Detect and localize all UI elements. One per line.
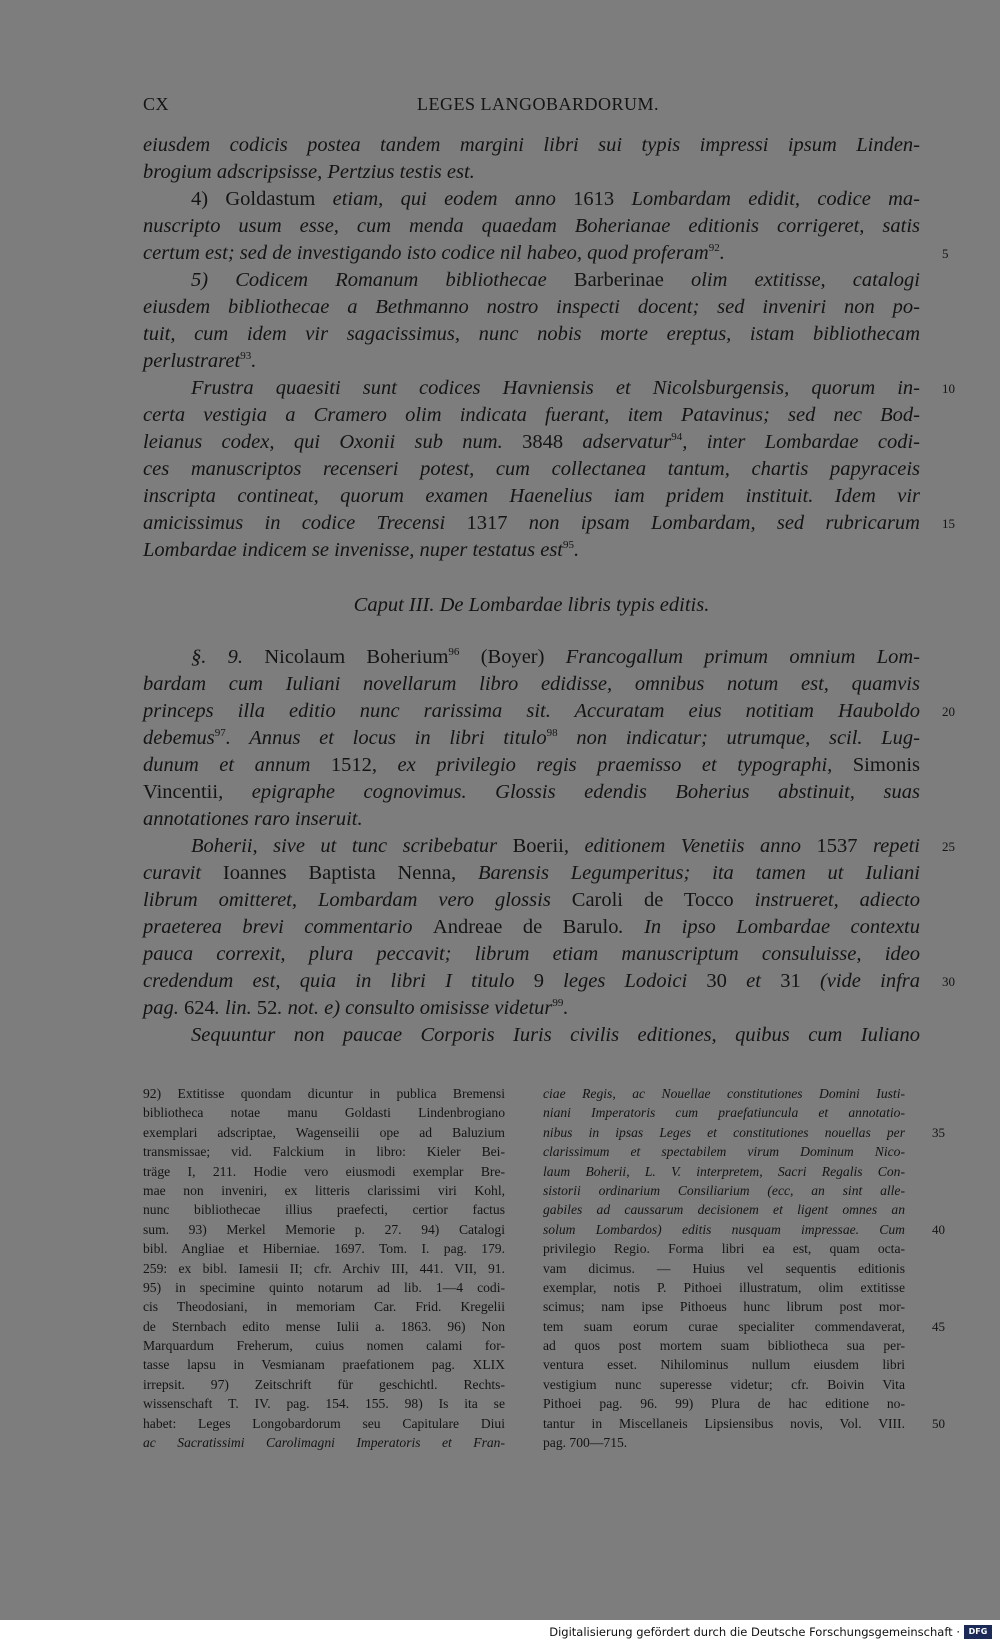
footnote-line: cis Theodosiani, in memoriam Car. Frid. Kregelii xyxy=(143,1299,505,1315)
text-line xyxy=(143,186,920,213)
text-span: Francogallum primum omnium Lom- xyxy=(565,646,920,668)
text-line xyxy=(143,456,920,483)
text-span: , epigraphe cognovimus. Glossis edendis Boherius abstinuit, suas xyxy=(218,781,920,803)
text-span: 30 xyxy=(706,970,727,992)
text-span: nuscripto usum esse, cum menda quaedam Boherianae editionis corrigeret, satis xyxy=(143,215,920,237)
line-number: 25 xyxy=(942,839,955,854)
footnote-line: bibl. Angliae et Hiberniae. 1697. Tom. I. pag. 179. xyxy=(143,1241,505,1257)
text-line xyxy=(143,752,920,779)
footnotes-right-column xyxy=(543,1084,945,1452)
footnote-line xyxy=(543,1414,945,1433)
text-span: annotationes raro inseruit. xyxy=(143,808,363,830)
text-span: adservatur xyxy=(563,431,672,453)
footnote-line: 92) Extitisse quondam dicuntur in publica Bremensi xyxy=(143,1086,505,1101)
text-span: dunum et annum xyxy=(143,754,331,776)
footnote-ref: 92 xyxy=(708,242,720,255)
text-span: credendum est, quia in libri I titulo xyxy=(143,970,534,992)
text-span: pag. xyxy=(143,997,184,1019)
running-head xyxy=(143,94,933,124)
text-span: certum est; sed de investigando isto codice nil habeo, quod proferam xyxy=(143,242,709,264)
text-span: Boerii xyxy=(512,835,564,857)
footnote-ref: 95 xyxy=(563,539,574,552)
footnote-line: vam dicimus. — Huius vel sequentis editionis xyxy=(543,1260,905,1276)
text-span: et xyxy=(726,970,781,992)
text-span: non indicatur; utrumque, scil. Lug- xyxy=(557,727,920,749)
text-span: . xyxy=(574,539,580,561)
footnote-ref: 99 xyxy=(552,997,564,1010)
footnote-line: laum Boherii, L. V. interpretem, Sacri Regalis Con- xyxy=(543,1163,905,1179)
footnote-ref: 97 xyxy=(214,727,226,740)
text-span: brogium adscripsisse, Pertzius testis est. xyxy=(143,161,475,183)
text-span: 1537 xyxy=(816,835,858,857)
text-line xyxy=(143,698,955,725)
chapter-heading: Caput III. De Lombardae libris typis editis. xyxy=(353,594,710,616)
footnote-line: clarissimum et spectabilem virum Dominum Nico- xyxy=(543,1144,905,1160)
footnote-line: Marquardum Freherum, cuius nomen calami for- xyxy=(143,1338,505,1354)
text-span: 624 xyxy=(184,997,215,1019)
text-span: nibus in ipsas Leges et constitutiones nouellas per xyxy=(543,1124,905,1140)
text-span: . xyxy=(563,997,569,1019)
text-span: pauca correxit, plura peccavit; librum etiam manuscriptum consuluisse, ideo xyxy=(143,943,920,965)
text-line xyxy=(143,402,920,429)
text-span: tuit, cum idem vir sagacissimus, nunc nobis morte ereptus, istam bibliothecam xyxy=(143,323,920,345)
text-span: Simonis xyxy=(852,754,920,776)
footnote-line: habet: Leges Longobardorum seu Capitulare Diui xyxy=(143,1415,505,1431)
footnote-line: sum. 93) Merkel Memorie p. 27. 94) Catalogi xyxy=(143,1221,505,1237)
footnote-line: sistorii ordinarium Consiliarium (ecc, an sint alle- xyxy=(543,1182,905,1198)
text-line xyxy=(143,159,920,186)
text-line xyxy=(143,510,955,537)
text-span: . xyxy=(719,242,725,264)
text-line xyxy=(143,860,920,887)
text-span: solum Lombardos) editis nusquam impressae. Cum xyxy=(543,1221,905,1237)
main-text xyxy=(143,132,955,1049)
text-span: (vide infra xyxy=(800,970,921,992)
text-line xyxy=(143,483,920,510)
footnote-line xyxy=(543,1317,945,1336)
footnote-line: ventura esset. Nihilominus nullum eiusdem libri xyxy=(543,1357,905,1373)
footnote-line: Pithoei pag. 96. 99) Plura de hac editione no- xyxy=(543,1396,905,1412)
text-span: Caroli de Tocco xyxy=(571,889,734,911)
text-span: praeterea brevi commentario xyxy=(143,916,433,938)
text-span: 1512 xyxy=(330,754,372,776)
line-number: 35 xyxy=(932,1124,945,1140)
footnote-line: träge I, 211. Hodie vero eiusmodi exemplar Bre- xyxy=(143,1163,505,1179)
line-number: 50 xyxy=(932,1415,945,1431)
text-span: . In ipso Lombardae contextu xyxy=(618,916,920,938)
text-line xyxy=(143,348,920,375)
text-span: §. 9. xyxy=(191,646,265,668)
digitization-footer xyxy=(0,1620,1000,1644)
text-span: eiusdem codicis postea tandem margini libri sui typis impressi ipsum Linden- xyxy=(143,134,920,156)
text-line xyxy=(143,267,920,294)
footnote-line: nunc bibliothecae illius praefecti, certior factus xyxy=(143,1202,505,1218)
text-span: certa vestigia a Cramero olim indicata fuerant, item Patavinus; sed nec Bod- xyxy=(143,404,920,426)
text-span: (Boyer) xyxy=(459,646,566,668)
text-span: repeti xyxy=(857,835,920,857)
text-span: olim extitisse, catalogi xyxy=(663,269,920,291)
text-line xyxy=(143,644,920,671)
footnote-line: ciae Regis, ac Nouellae constitutiones Domini Iusti- xyxy=(543,1086,905,1101)
text-span: Lombardam edidit, codice ma- xyxy=(614,188,920,210)
footnote-line: 259: ex bibl. Iamesii II; cfr. Archiv III, 441. VII, 91. xyxy=(143,1260,505,1276)
text-span: bardam cum Iuliani novellarum libro edidisse, omnibus notum est, quamvis xyxy=(143,673,920,695)
text-line xyxy=(143,1022,920,1049)
text-span: . xyxy=(251,350,257,372)
line-number: 45 xyxy=(932,1318,945,1334)
text-line xyxy=(143,671,920,698)
text-span: , ex privilegio regis praemisso et typographi, xyxy=(371,754,853,776)
text-span: Nicolaum Boherium xyxy=(264,646,449,668)
footnote-line xyxy=(543,1220,945,1239)
text-span: Frustra quaesiti sunt codices Havniensis et Nicolsburgensis, quorum in- xyxy=(191,377,920,399)
footnote-line: wissenschaft T. IV. pag. 154. 155. 98) Is ita se xyxy=(143,1396,505,1412)
text-line xyxy=(143,725,920,752)
text-span: librum omitteret, Lombardam vero glossis xyxy=(143,889,572,911)
footnote-line: exemplari adscriptae, Wagenseilii ope ad Baluzium xyxy=(143,1124,505,1140)
text-line xyxy=(143,321,920,348)
dfg-logo-icon: DFG xyxy=(964,1625,992,1639)
text-line xyxy=(143,213,920,240)
footnote-line: pag. 700—715. xyxy=(543,1435,628,1451)
text-span: perlustraret xyxy=(143,350,241,372)
text-span: , inter Lombardae codi- xyxy=(682,431,920,453)
footnote-line: scimus; nam ipse Pithoeus hunc librum post mor- xyxy=(543,1299,905,1315)
text-span: eiusdem bibliothecae a Bethmanno nostro inspecti docent; sed inveniri non po- xyxy=(143,296,920,318)
footnote-line: exemplar, notis P. Pithoei illustratum, olim extitisse xyxy=(543,1279,905,1295)
text-line xyxy=(143,887,920,914)
footnote-line: vestigium nunc superesse videtur; cfr. Boivin Vita xyxy=(543,1376,905,1392)
text-span: 4) Goldastum xyxy=(191,188,333,210)
footnotes-left-column xyxy=(143,1084,505,1452)
text-span: . lin. xyxy=(214,997,257,1019)
footnote-line: ac Sacratissimi Carolimagni Imperatoris et Fran- xyxy=(143,1435,505,1451)
text-span: 31 xyxy=(780,970,801,992)
text-line xyxy=(143,132,920,159)
footnote-line: de Sternbach edito mense Iulii a. 1863. 96) Non xyxy=(143,1318,505,1334)
footnote-ref: 93 xyxy=(240,350,252,363)
text-span: tem suam eorum curae specialiter commendaverat, xyxy=(543,1318,905,1334)
text-span: amicissimus in codice Trecensi xyxy=(143,512,467,534)
footnote-ref: 96 xyxy=(448,646,460,659)
footnote-line xyxy=(543,1123,945,1142)
text-line xyxy=(143,995,920,1022)
text-span: 1317 xyxy=(466,512,508,534)
page-number: CX xyxy=(143,94,170,114)
footnote-line: niani Imperatoris cum praefatiuncula et annotatio- xyxy=(543,1105,905,1121)
text-span: 3848 xyxy=(522,431,564,453)
text-span: 5) Codicem Romanum bibliothecae xyxy=(191,269,574,291)
text-line xyxy=(143,240,949,267)
text-span: . Annus et locus in libri titulo xyxy=(225,727,547,749)
footnote-line: 95) in specimine quinto notarum ad lib. 1—4 codi- xyxy=(143,1279,505,1295)
footnote-line: gabiles ad caussarum decisionem et ligent omnes an xyxy=(543,1202,905,1218)
footnote-line: privilegio Regio. Forma libri ea est, quam octa- xyxy=(543,1241,905,1257)
text-line xyxy=(143,294,920,321)
running-title: LEGES LANGOBARDORUM. xyxy=(416,94,659,114)
text-span: Barberinae xyxy=(573,269,664,291)
line-number: 15 xyxy=(942,516,955,531)
footnote-line: tasse lapsu in Vesmianam praefationem pag. XLIX xyxy=(143,1357,505,1373)
text-span: debemus xyxy=(143,727,215,749)
text-span: 9 xyxy=(533,970,544,992)
footnote-line: irrepsit. 97) Zeitschrift für geschichtl. Rechts- xyxy=(143,1376,505,1392)
text-span: Andreae de Barulo xyxy=(432,916,619,938)
text-line xyxy=(143,429,920,456)
text-span: . not. e) consulto omisisse videtur xyxy=(277,997,553,1019)
text-line xyxy=(143,914,920,941)
line-number: 5 xyxy=(942,246,949,261)
text-line xyxy=(143,537,920,564)
text-span: , Barensis Legumperitus; ita tamen ut Iuliani xyxy=(451,862,920,884)
text-span: , editionem Venetiis anno xyxy=(563,835,817,857)
text-span: inscripta contineat, quorum examen Haenelius iam pridem instituit. Idem vir xyxy=(143,485,920,507)
footnote-ref: 98 xyxy=(546,727,558,740)
text-span: instrueret, adiecto xyxy=(733,889,920,911)
footnote-line: mae non inveniri, ex litteris clarissimi viri Kohl, xyxy=(143,1182,505,1198)
text-span: Lombardae indicem se invenisse, nuper testatus est xyxy=(143,539,563,561)
line-number: 30 xyxy=(942,974,955,989)
text-line xyxy=(143,779,920,806)
text-span: non ipsam Lombardam, sed rubricarum xyxy=(507,512,920,534)
footnote-line: bibliotheca notae manu Goldasti Lindenbrogiano xyxy=(143,1105,505,1121)
line-number: 40 xyxy=(932,1221,945,1237)
dfg-credit-text: Digitalisierung gefördert durch die Deutsche Forschungsgemeinschaft · xyxy=(549,1625,960,1639)
text-span: etiam, qui eodem anno xyxy=(332,188,574,210)
text-span: leges Lodoici xyxy=(543,970,707,992)
footnote-ref: 94 xyxy=(671,431,683,444)
text-span: curavit xyxy=(143,862,223,884)
text-span: princeps illa editio nunc rarissima sit. Accuratam eius notitiam Hauboldo xyxy=(143,700,920,722)
text-span: 1613 xyxy=(573,188,615,210)
text-span: leianus codex, qui Oxonii sub num. xyxy=(143,431,523,453)
spacer xyxy=(143,564,920,590)
line-number: 20 xyxy=(942,704,955,719)
text-line xyxy=(143,968,955,995)
text-span: Boherii, sive ut tunc scribebatur xyxy=(191,835,513,857)
footnote-line: ad quos post mortem suam bibliotheca sua per- xyxy=(543,1338,905,1354)
text-span: ces manuscriptos recenseri potest, cum collectanea tantum, chartis papyraceis xyxy=(143,458,920,480)
text-line xyxy=(143,941,920,968)
text-span: Sequuntur non paucae Corporis Iuris civilis editiones, quibus cum Iuliano xyxy=(191,1024,920,1046)
text-span: tantur in Miscellaneis Lipsiensibus novis, Vol. VIII. xyxy=(543,1415,905,1431)
text-line xyxy=(143,375,955,402)
text-span: Vincentii xyxy=(143,781,219,803)
spacer xyxy=(143,620,920,644)
footnote-line: transmissae; vid. Falckium in libro: Kieler Bei- xyxy=(143,1144,505,1160)
line-number: 10 xyxy=(942,381,955,396)
text-span: 52 xyxy=(256,997,278,1019)
text-line xyxy=(143,833,955,860)
text-line xyxy=(143,806,920,833)
text-span: Ioannes Baptista Nenna xyxy=(222,862,451,884)
